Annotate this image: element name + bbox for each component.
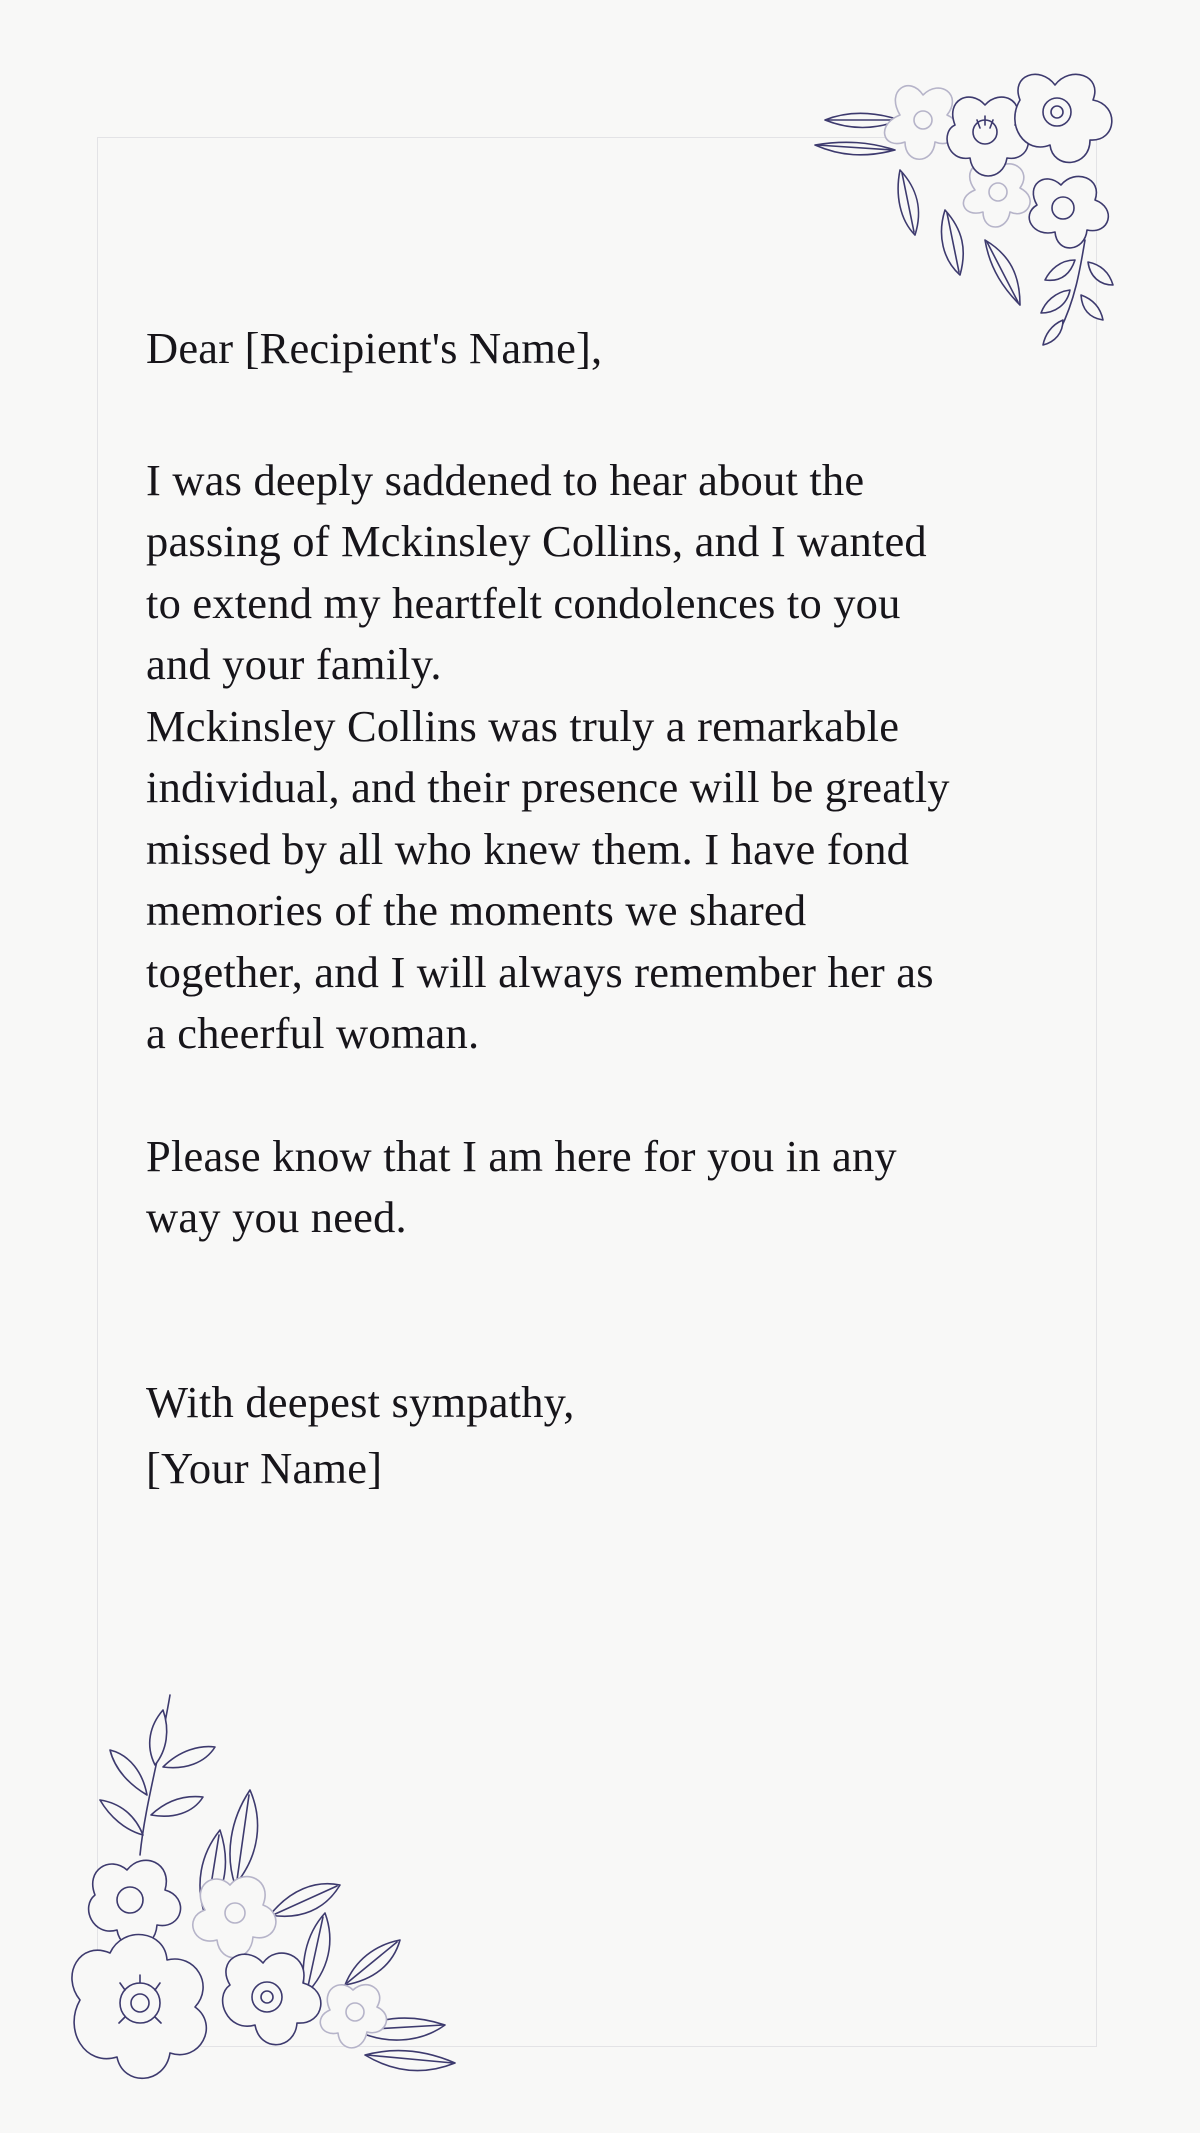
letter-closing: With deepest sympathy, — [146, 1376, 575, 1427]
letter-paragraph-2: Mckinsley Collins was truly a remarkable individual, and their presence will be greatly missed by all who knew them. I have fond memories of the moments we shared together, and I will always remember her as a cheerful woman. — [146, 700, 950, 1058]
letter-paragraph-3: Please know that I am here for you in any way you need. — [146, 1130, 897, 1242]
letter-paragraph-1: I was deeply saddened to hear about the passing of Mckinsley Collins, and I wanted to extend my heartfelt condolences to you and your family. — [146, 454, 927, 689]
dark-flowers — [72, 1860, 321, 2078]
floral-corner-bottom-icon — [55, 1685, 515, 2095]
letter-greeting: Dear [Recipient's Name], — [146, 323, 603, 373]
letter-signature: [Your Name] — [146, 1442, 383, 1493]
letter-body — [146, 318, 1066, 1501]
dark-flowers — [947, 74, 1112, 248]
